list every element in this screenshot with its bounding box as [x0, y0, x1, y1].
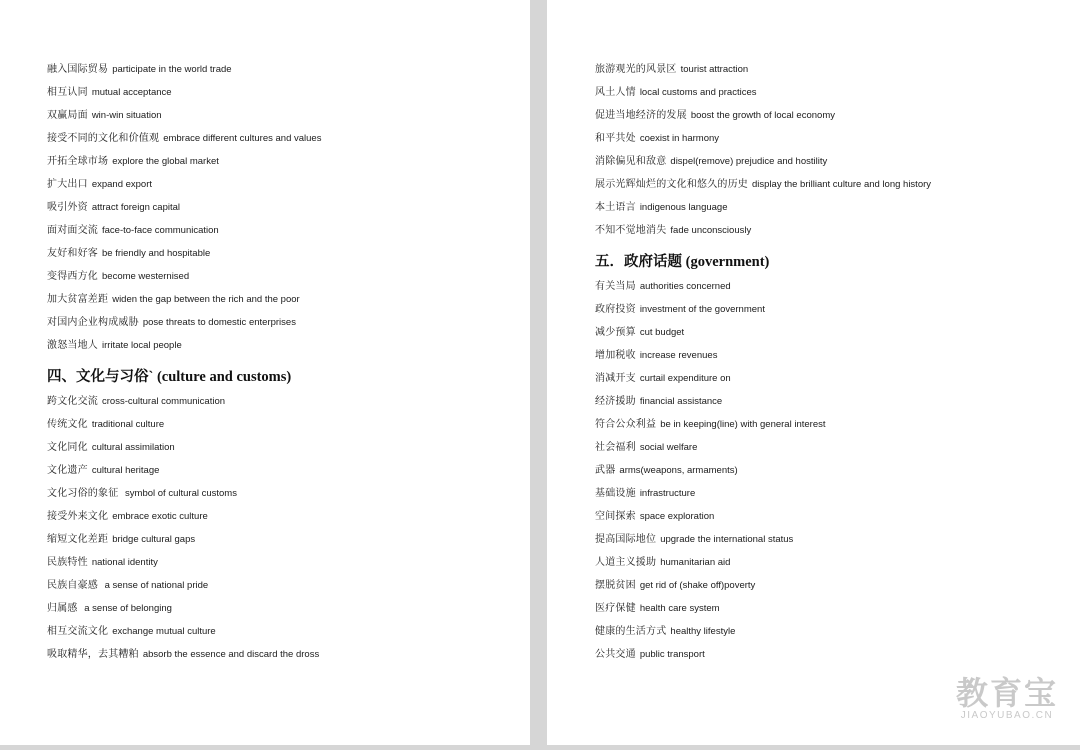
vocab-list-group	[47, 394, 520, 670]
vocab-english: social welfare	[639, 442, 698, 453]
vocab-english: become westernised	[102, 271, 190, 282]
vocab-chinese: 双赢局面	[47, 110, 88, 121]
vocab-english: healthy lifestyle	[670, 626, 736, 637]
vocab-chinese: 本土语言	[595, 202, 636, 213]
vocab-line	[47, 486, 520, 509]
vocab-chinese: 政府投资	[595, 304, 636, 315]
vocab-list-group	[595, 62, 1070, 246]
vocab-line	[47, 85, 520, 108]
vocab-chinese: 减少预算	[595, 327, 636, 338]
vocab-chinese: 吸引外资	[47, 202, 88, 213]
vocab-line	[47, 62, 520, 85]
vocab-chinese: 展示光辉灿烂的文化和悠久的历史	[595, 179, 748, 190]
vocab-chinese: 旅游观光的风景区	[595, 64, 677, 75]
vocab-english: space exploration	[639, 511, 715, 522]
vocab-line	[595, 348, 1070, 371]
vocab-chinese: 健康的生活方式	[595, 626, 667, 637]
vocab-english: embrace different cultures and values	[163, 133, 322, 144]
vocab-line	[595, 131, 1070, 154]
vocab-chinese: 和平共处	[595, 133, 636, 144]
vocab-chinese: 医疗保健	[595, 603, 636, 614]
vocab-english: cut budget	[639, 327, 685, 338]
vocab-line	[47, 200, 520, 223]
vocab-line	[47, 223, 520, 246]
vocab-chinese: 武器	[595, 465, 616, 476]
vocab-english: participate in the world trade	[112, 64, 232, 75]
vocab-line	[47, 463, 520, 486]
vocab-chinese: 文化遗产	[47, 465, 88, 476]
vocab-chinese: 相互交流文化	[47, 626, 109, 637]
vocab-english: indigenous language	[639, 202, 728, 213]
vocab-chinese: 社会福利	[595, 442, 636, 453]
vocab-english: investment of the government	[639, 304, 765, 315]
vocab-line	[47, 509, 520, 532]
vocab-chinese: 面对面交流	[47, 225, 98, 236]
vocab-chinese: 扩大出口	[47, 179, 88, 190]
vocab-chinese: 不知不觉地消失	[595, 225, 667, 236]
vocab-line	[47, 246, 520, 269]
vocab-english: embrace exotic culture	[112, 511, 208, 522]
vocab-english: symbol of cultural customs	[122, 488, 237, 499]
vocab-chinese: 归属感	[47, 603, 78, 614]
vocab-chinese: 有关当局	[595, 281, 636, 292]
vocab-line	[47, 578, 520, 601]
vocab-line	[595, 279, 1070, 302]
vocab-chinese: 摆脱贫困	[595, 580, 636, 591]
vocab-list-group	[595, 279, 1070, 670]
vocab-line	[47, 647, 520, 670]
vocab-chinese: 消减开支	[595, 373, 636, 384]
vocab-english: mutual acceptance	[91, 87, 172, 98]
vocab-chinese: 友好和好客	[47, 248, 98, 259]
vocab-chinese: 激怒当地人	[47, 340, 98, 351]
vocab-chinese: 基础设施	[595, 488, 636, 499]
watermark-logo	[956, 676, 1058, 721]
vocab-chinese: 对国内企业构成威胁	[47, 317, 139, 328]
vocab-list-group	[47, 62, 520, 361]
vocab-english: win-win situation	[91, 110, 162, 121]
vocab-line	[47, 108, 520, 131]
vocab-english: public transport	[639, 649, 705, 660]
document-page-right	[547, 0, 1080, 745]
vocab-line	[595, 440, 1070, 463]
vocab-line	[47, 440, 520, 463]
vocab-english: absorb the essence and discard the dross	[142, 649, 320, 660]
vocab-english: be in keeping(line) with general interest	[660, 419, 826, 430]
vocab-english: get rid of (shake off)poverty	[639, 580, 756, 591]
vocab-english: face-to-face communication	[102, 225, 219, 236]
vocab-line	[47, 177, 520, 200]
vocab-chinese: 缩短文化差距	[47, 534, 109, 545]
vocab-line	[595, 601, 1070, 624]
vocab-chinese: 符合公众利益	[595, 419, 657, 430]
vocab-english: pose threats to domestic enterprises	[142, 317, 296, 328]
vocab-line	[595, 647, 1070, 670]
vocab-chinese: 经济援助	[595, 396, 636, 407]
vocab-english: a sense of national pride	[102, 580, 209, 591]
vocab-chinese: 民族自豪感	[47, 580, 98, 591]
vocab-english: upgrade the international status	[660, 534, 794, 545]
vocab-chinese: 文化同化	[47, 442, 88, 453]
vocab-chinese: 促进当地经济的发展	[595, 110, 687, 121]
vocab-line	[595, 417, 1070, 440]
vocab-line	[595, 302, 1070, 325]
vocab-english: exchange mutual culture	[112, 626, 216, 637]
vocab-line	[595, 371, 1070, 394]
vocab-english: arms(weapons, armaments)	[619, 465, 738, 476]
vocab-line	[595, 394, 1070, 417]
vocab-english: tourist attraction	[680, 64, 749, 75]
vocab-chinese: 开拓全球市场	[47, 156, 109, 167]
vocab-line	[47, 338, 520, 361]
vocab-chinese: 传统文化	[47, 419, 88, 430]
vocab-english: cultural assimilation	[91, 442, 175, 453]
vocab-english: infrastructure	[639, 488, 696, 499]
vocab-english: expand export	[91, 179, 153, 190]
vocab-line	[595, 108, 1070, 131]
vocab-line	[47, 417, 520, 440]
vocab-line	[595, 85, 1070, 108]
vocab-english: traditional culture	[91, 419, 165, 430]
vocab-chinese: 民族特性	[47, 557, 88, 568]
vocab-english: explore the global market	[112, 156, 219, 167]
vocab-line	[47, 394, 520, 417]
vocab-chinese: 接受外来文化	[47, 511, 109, 522]
vocab-english: authorities concerned	[639, 281, 731, 292]
vocab-english: financial assistance	[639, 396, 723, 407]
vocab-english: humanitarian aid	[660, 557, 731, 568]
vocab-chinese: 公共交通	[595, 649, 636, 660]
vocab-line	[595, 578, 1070, 601]
vocab-line	[595, 200, 1070, 223]
vocab-line	[595, 62, 1070, 85]
vocab-line	[47, 315, 520, 338]
vocab-english: a sense of belonging	[81, 603, 172, 614]
vocab-line	[595, 532, 1070, 555]
document-page-left	[0, 0, 530, 745]
vocab-english: cross-cultural communication	[102, 396, 226, 407]
section-heading-government: 五．政府话题 (government)	[595, 254, 770, 270]
vocab-line	[595, 177, 1070, 200]
vocab-chinese: 吸取精华，去其糟粕	[47, 649, 139, 660]
vocab-chinese: 空间探索	[595, 511, 636, 522]
section-heading-culture: 四、文化与习俗` (culture and customs)	[47, 369, 292, 385]
vocab-line	[595, 154, 1070, 177]
vocab-chinese: 风土人情	[595, 87, 636, 98]
vocab-english: irritate local people	[102, 340, 182, 351]
vocab-chinese: 跨文化交流	[47, 396, 98, 407]
vocab-english: local customs and practices	[639, 87, 757, 98]
vocab-chinese: 增加税收	[595, 350, 636, 361]
vocab-line	[47, 292, 520, 315]
vocab-english: fade unconsciously	[670, 225, 752, 236]
watermark-en: JIAOYUBAO.CN	[960, 710, 1054, 721]
vocab-line	[47, 601, 520, 624]
vocab-chinese: 相互认同	[47, 87, 88, 98]
vocab-line	[47, 269, 520, 292]
vocab-english: bridge cultural gaps	[112, 534, 196, 545]
vocab-english: cultural heritage	[91, 465, 160, 476]
vocab-english: display the brilliant culture and long history	[752, 179, 932, 190]
vocab-line	[47, 154, 520, 177]
vocab-line	[595, 555, 1070, 578]
watermark-cn: 教育宝	[955, 674, 1058, 712]
vocab-chinese: 人道主义援助	[595, 557, 657, 568]
vocab-english: curtail expenditure on	[639, 373, 731, 384]
vocab-chinese: 融入国际贸易	[47, 64, 109, 75]
vocab-english: boost the growth of local economy	[690, 110, 835, 121]
vocab-english: attract foreign capital	[91, 202, 180, 213]
vocab-english: national identity	[91, 557, 158, 568]
vocab-line	[595, 325, 1070, 348]
vocab-chinese: 提高国际地位	[595, 534, 657, 545]
vocab-line	[595, 223, 1070, 246]
vocab-english: health care system	[639, 603, 720, 614]
vocab-english: dispel(remove) prejudice and hostility	[670, 156, 828, 167]
vocab-line	[47, 624, 520, 647]
vocab-line	[47, 555, 520, 578]
vocab-chinese: 文化习俗的象征	[47, 488, 119, 499]
vocab-english: coexist in harmony	[639, 133, 720, 144]
vocab-chinese: 变得西方化	[47, 271, 98, 282]
vocab-english: increase revenues	[639, 350, 718, 361]
vocab-line	[47, 532, 520, 555]
vocab-english: be friendly and hospitable	[102, 248, 211, 259]
vocab-line	[595, 486, 1070, 509]
vocab-line	[595, 509, 1070, 532]
vocab-line	[595, 624, 1070, 647]
vocab-chinese: 加大贫富差距	[47, 294, 109, 305]
vocab-chinese: 接受不同的文化和价值观	[47, 133, 160, 144]
vocab-chinese: 消除偏见和敌意	[595, 156, 667, 167]
vocab-line	[47, 131, 520, 154]
vocab-line	[595, 463, 1070, 486]
vocab-english: widen the gap between the rich and the poor	[112, 294, 300, 305]
